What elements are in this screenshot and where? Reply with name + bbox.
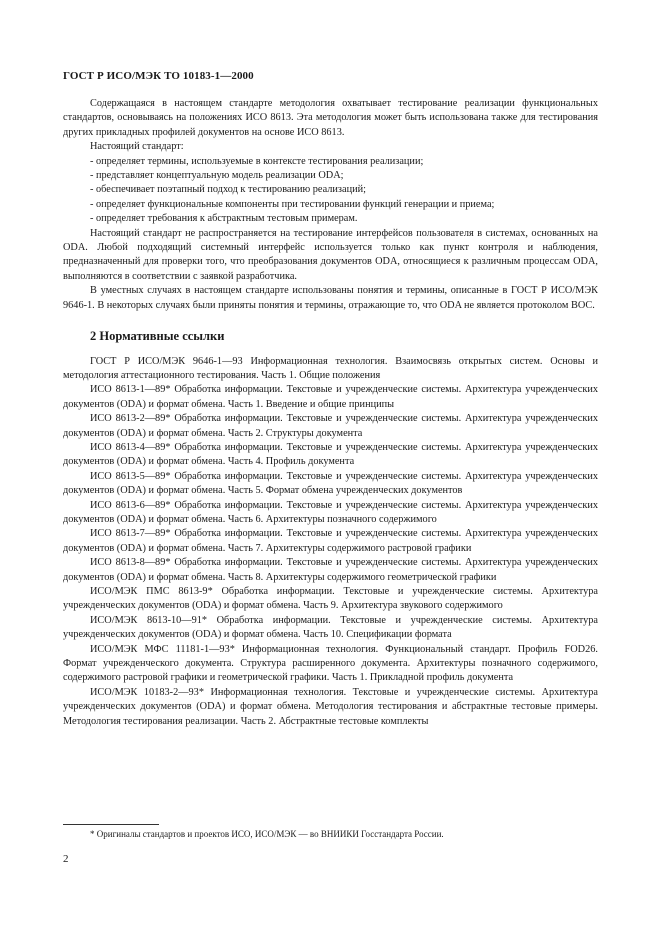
- list-item: - определяет требования к абстрактным тестовым примерам.: [90, 213, 358, 225]
- references-list: [63, 355, 598, 730]
- reference-item: ИСО 8613-1—89* Обработка информации. Текстовые и учрежденческие системы. Архитектура учрежденческих документов (ODA) и формат обмена. Часть 1. Введение и общие принципы: [63, 384, 598, 410]
- scope-list: [63, 155, 598, 227]
- reference-item: ИСО 8613-7—89* Обработка информации. Текстовые и учрежденческие системы. Архитектура учрежденческих документов (ODA) и формат обмена. Часть 7. Архитектуры содержимого растровой графики: [63, 528, 598, 554]
- reference-item: ИСО 8613-4—89* Обработка информации. Текстовые и учрежденческие системы. Архитектура учрежденческих документов (ODA) и формат обмена. Часть 4. Профиль документа: [63, 441, 598, 468]
- list-item: - обеспечивает поэтапный подход к тестированию реализаций;: [90, 184, 366, 196]
- intro-paragraph: Настоящий стандарт не распространяется на тестирование интерфейсов пользователя в системах, основанных на ODA. Любой подходящий системный интерфейс используется только как пункт контроля и наблюдения, предназначенный для проверки того, что преобразования документов ODA, относящиеся к различным процессам ODA, выполняются в соответствии с заявкой разработчика.: [63, 227, 598, 282]
- reference-item: ИСО/МЭК МФС 11181-1—93* Информационная технология. Функциональный стандарт. Профиль FOD26. Формат учрежденческого документа. Структура расширенного документа. Архитектуры позначного содержимого, содержимого растровой графики и геометрической графики. Часть 1. Прикладной профиль документа: [63, 643, 598, 684]
- reference-item: ИСО 8613-8—89* Обработка информации. Текстовые и учрежденческие системы. Архитектура учрежденческих документов (ODA) и формат обмена. Часть 8. Архитектуры содержимого геометрической графики: [63, 557, 598, 583]
- section-title: 2 Нормативные ссылки: [90, 329, 225, 344]
- reference-item: ИСО/МЭК 8613-10—91* Обработка информации. Текстовые и учрежденческие системы. Архитектура учрежденческих документов (ODA) и формат обмена. Часть 10. Спецификации формата: [63, 614, 598, 641]
- reference-item: ГОСТ Р ИСО/МЭК 9646-1—93 Информационная технология. Взаимосвязь открытых систем. Основы и методология аттестационного тестирования. Часть 1. Общие положения: [63, 355, 598, 381]
- reference-item: ИСО 8613-6—89* Обработка информации. Текстовые и учрежденческие системы. Архитектура учрежденческих документов (ODA) и формат обмена. Часть 6. Архитектуры позначного содержимого: [63, 499, 598, 525]
- reference-item: ИСО/МЭК 10183-2—93* Информационная технология. Текстовые и учрежденческие системы. Архитектура учрежденческих документов (ODA) и формат обмена. Методология тестирования и абстрактные тестовые примеры. Методология тестирования реализации. Часть 2. Абстрактные тестовые комплекты: [63, 686, 598, 727]
- page-body: [63, 97, 598, 729]
- reference-item: ИСО 8613-5—89* Обработка информации. Текстовые и учрежденческие системы. Архитектура учрежденческих документов (ODA) и формат обмена. Часть 5. Формат обмена учрежденческих документов: [63, 470, 598, 497]
- footnote-divider: [63, 824, 159, 825]
- intro-paragraph: В уместных случаях в настоящем стандарте использованы понятия и термины, описанные в ГОСТ Р ИСО/МЭК 9646-1. В некоторых случаях были приняты понятия и термины, отражающие то, что ODA не является протоколом ВОС.: [63, 285, 598, 311]
- list-item: - определяет термины, используемые в контексте тестирования реализации;: [90, 155, 424, 167]
- page-number: 2: [63, 853, 69, 865]
- list-item: - определяет функциональные компоненты при тестировании функций генерации и приема;: [90, 198, 495, 210]
- reference-item: ИСО 8613-2—89* Обработка информации. Текстовые и учрежденческие системы. Архитектура учрежденческих документов (ODA) и формат обмена. Часть 2. Структуры документа: [63, 413, 598, 439]
- intro-scope-label: Настоящий стандарт:: [90, 141, 184, 153]
- intro-paragraph: Содержащаяся в настоящем стандарте методология охватывает тестирование реализации функциональных стандартов, основываясь на положениях ИСО 8613. Эта методология может быть использована также для тестирования других прикладных профилей документов на основе ИСО 8613.: [63, 98, 598, 138]
- document-header: ГОСТ Р ИСО/МЭК ТО 10183-1—2000: [63, 70, 254, 82]
- footnote: * Оригиналы стандартов и проектов ИСО, ИСО/МЭК — во ВНИИКИ Госстандарта России.: [90, 829, 444, 839]
- reference-item: ИСО/МЭК ПМС 8613-9* Обработка информации. Текстовые и учрежденческие системы. Архитектура учрежденческих документов (ODA) и формат обмена. Часть 9. Архитектура звукового содержимого: [63, 586, 598, 612]
- list-item: - представляет концептуальную модель реализации ODA;: [90, 170, 344, 182]
